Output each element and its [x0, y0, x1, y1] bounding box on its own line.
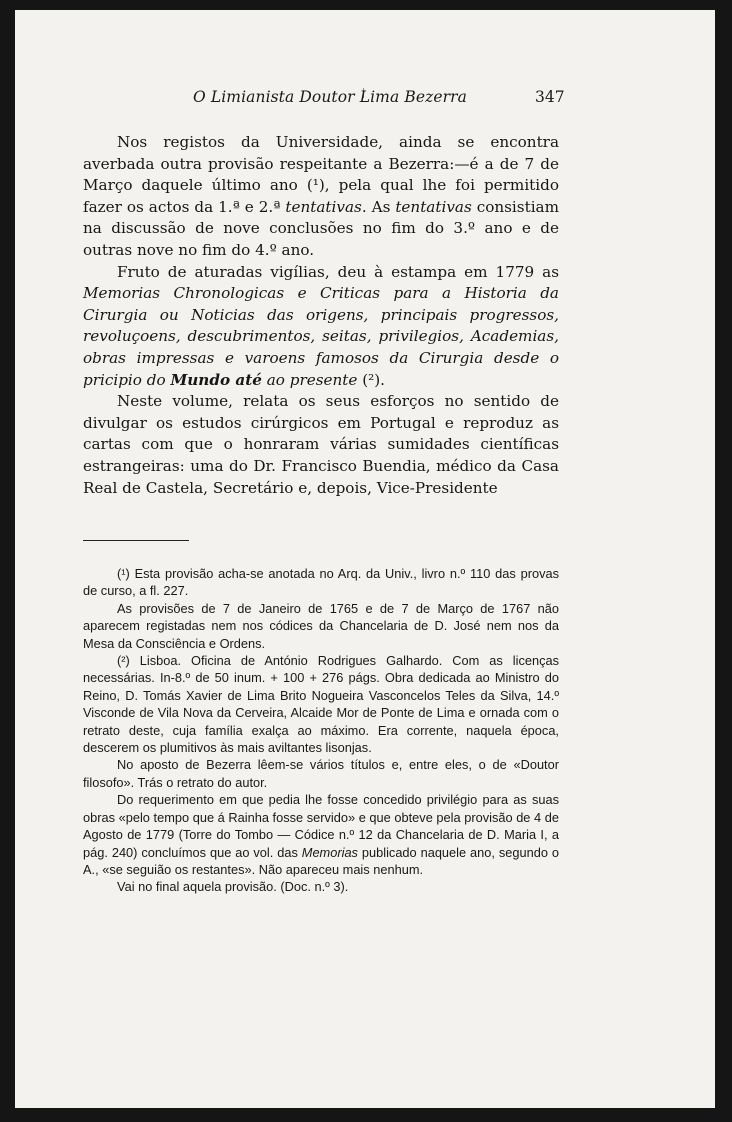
- paragraph-1: Nos registos da Universidade, ainda se encontra averbada outra provisão respeitante a Bezerra:—é a de 7 de Março daquele último ano (¹), pela qual lhe foi permitido fazer os actos da 1.ª e 2.ª tentativas. As tentativas consistiam na discussão de nove conclusões no fim do 3.º ano e de outras nove no fim do 4.º ano.: [83, 133, 560, 259]
- book-page: [15, 10, 715, 1108]
- footnote-2-final: Vai no final aquela provisão. (Doc. n.º 3).: [117, 879, 349, 895]
- footnotes: [83, 565, 559, 896]
- paragraph-3: Neste volume, relata os seus esforços no sentido de divulgar os estudos cirúrgicos em Portugal e reproduz as cartas com que o honraram várias sumidades científicas estrangeiras: uma do Dr. Francisco Buendia, médico da Casa Real de Castela, Secretário e, depois, Vice-Presidente: [83, 392, 559, 497]
- footnote-separator: [83, 540, 189, 541]
- footnote-1: (¹) Esta provisão acha-se anotada no Arq. da Univ., livro n.º 110 das provas de curso, a fl. 227.: [83, 566, 559, 599]
- paragraph-2: Fruto de aturadas vigílias, deu à estampa em 1779 as Memorias Chronologicas e Criticas para a Historia da Cirurgia ou Noticias das origens, principais progressos, revoluçoens, descubrimentos, seitas, privilegios, Academias, obras impressas e varoens famosos da Cirurgia desde o pricipio do Mundo até ao presente (²).: [83, 262, 559, 389]
- footnote-2-continued: No aposto de Bezerra lêem-se vários títulos e, entre eles, o de «Doutor filosofo». Trás o retrato do autor.: [83, 757, 559, 790]
- page-number: 347: [535, 88, 565, 106]
- main-text: [83, 132, 559, 499]
- footnote-2-request: Do requerimento em que pedia lhe fosse concedido privilégio para as suas obras «pelo tempo que á Rainha fosse servido» e que obteve pela provisão de 4 de Agosto de 1779 (Torre do Tombo — Códice n.º 12 da Chancelaria de D. Maria I, a pág. 240) concluímos que ao vol. das Memorias publicado naquele ano, segundo o A., «se seguião os restantes». Não apareceu mais nenhum.: [83, 792, 559, 877]
- running-title: O Limianista Doutor Lima Bezerra: [193, 88, 467, 106]
- footnote-1-continued: As provisões de 7 de Janeiro de 1765 e de 7 de Março de 1767 não aparecem registadas nem nos códices da Chancelaria de D. José nem nos da Mesa da Consciência e Ordens.: [83, 600, 559, 651]
- footnote-2: (²) Lisboa. Oficina de António Rodrigues Galhardo. Com as licenças necessárias. In-8.º de 50 inum. + 100 + 276 págs. Obra dedicada ao Ministro do Reino, D. Tomás Xavier de Lima Brito Nogueira Vasconcelos Teles da Silva, 14.º Visconde de Vila Nova da Cerveira, Alcaide Mor de Ponte de Lima e ornada com o retrato deste, cuja família exalça ao máximo. Era corrente, naquela época, descerem os plumitivos às mais aviltantes lisonjas.: [83, 653, 559, 756]
- running-header: [15, 88, 715, 110]
